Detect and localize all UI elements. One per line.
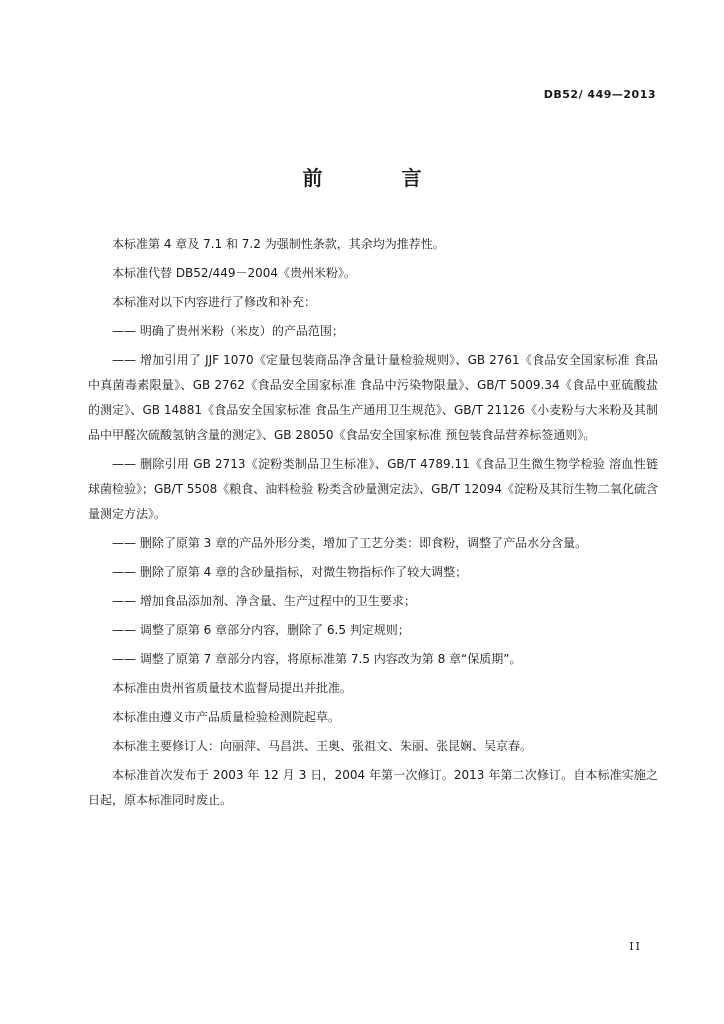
paragraph-replaces: 本标准代替 DB52/449－2004《贵州米粉》。: [112, 266, 357, 280]
paragraph-revisers: 本标准主要修订人：向丽萍、马昌洪、王奥、张祖文、朱丽、张昆娴、吴京春。: [112, 739, 533, 753]
change-item-removed-references: —— 删除引用 GB 2713《淀粉类制品卫生标准》、GB/T 4789.11《食品卫生微生物学检验 溶血性链球菌检验》；GB/T 5508《粮食、油料检验 粉类含砂量测定法》、GB/T 12094《淀粉及其衍生物二氧化硫含量测定方法》。: [88, 457, 658, 521]
change-item-chapter-6: —— 调整了原第 6 章部分内容，删除了 6.5 判定规则；: [112, 623, 410, 637]
page-title: 前 言: [302, 166, 458, 190]
change-item-additives: —— 增加食品添加剂、净含量、生产过程中的卫生要求；: [112, 594, 416, 608]
change-item-added-references: —— 增加引用了 JJF 1070《定量包装商品净含量计量检验规则》、GB 2761《食品安全国家标准 食品中真菌毒素限量》、GB 2762《食品安全国家标准 食品中污染物限量》、GB/T 5009.34《食品中亚硫酸盐的测定》、GB 14881《食品安全国家标准 食品生产通用卫生规范》、GB/T 21126《小麦粉与大米粉及其制品中甲醛次硫酸氢钠含量的测定》、GB 28050《食品安全国家标准 预包装食品营养标签通则》。: [88, 353, 658, 442]
change-item-scope: —— 明确了贵州米粉（米皮）的产品范围；: [112, 324, 344, 338]
paragraph-mandatory-clauses: 本标准第 4 章及 7.1 和 7.2 为强制性条款，其余均为推荐性。: [112, 237, 445, 251]
paragraph-drafted-by: 本标准由遵义市产品质量检验检测院起草。: [112, 710, 341, 724]
change-item-chapter-7: —— 调整了原第 7 章部分内容，将原标准第 7.5 内容改为第 8 章“保质期”。: [112, 652, 522, 666]
document-code: DB52/ 449—2013: [543, 88, 656, 101]
change-item-chapter-3: —— 删除了原第 3 章的产品外形分类，增加了工艺分类：即食粉，调整了产品水分含量。: [112, 536, 588, 550]
document-body: [88, 232, 658, 813]
paragraph-history: 本标准首次发布于 2003 年 12 月 3 日，2004 年第一次修订。2013 年第二次修订。自本标准实施之日起，原本标准同时废止。: [88, 768, 658, 807]
paragraph-changes-intro: 本标准对以下内容进行了修改和补充：: [112, 295, 317, 309]
page-number: II: [629, 940, 642, 953]
paragraph-proposed-by: 本标准由贵州省质量技术监督局提出并批准。: [112, 681, 353, 695]
change-item-chapter-4: —— 删除了原第 4 章的含砂量指标，对微生物指标作了较大调整；: [112, 565, 468, 579]
